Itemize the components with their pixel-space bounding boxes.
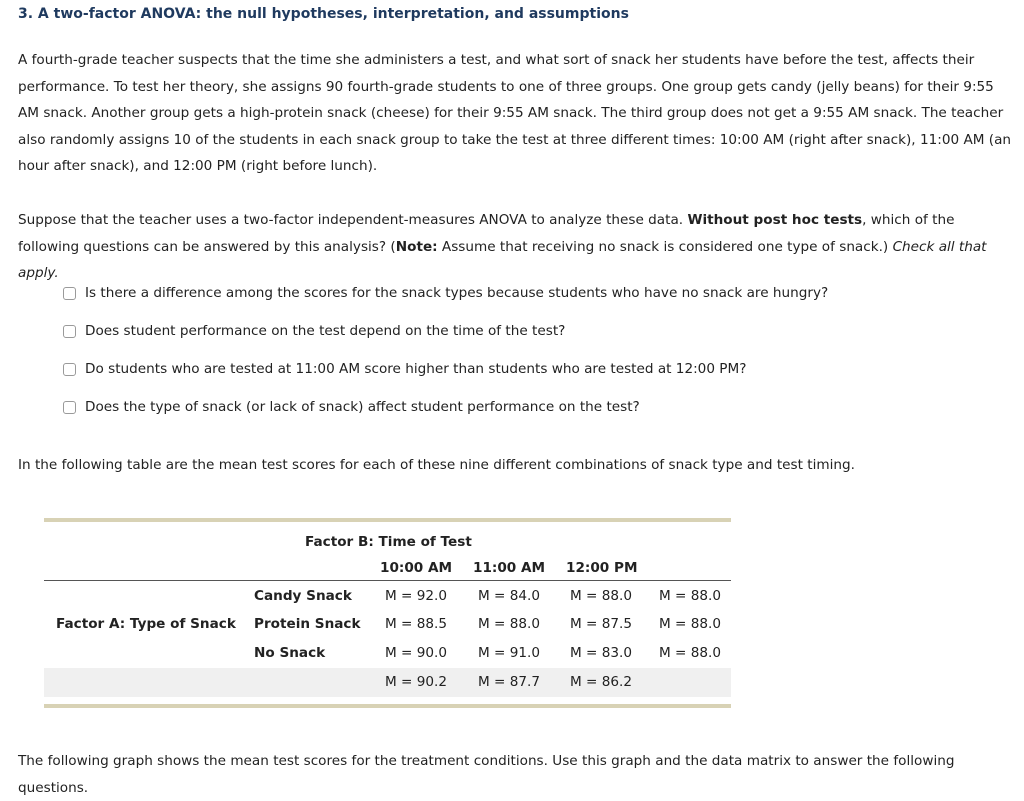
answer-option[interactable] [63, 356, 828, 394]
intro-paragraph: A fourth-grade teacher suspects that the time she administers a test, and what sort of snack her students have before the test, affects their performance. To test her theory, she assigns 90 fourth-grade students to one of three groups. One group gets candy (jelly beans) for their 9:55 AM snack. Another group gets a high-protein snack (cheese) for their 9:55 AM snack. The third group does not get a 9:55 AM snack. The teacher also randomly assigns 10 of the students in each snack group to take the test at three different times: 10:00 AM (right after snack), 11:00 AM (an hour after snack), and 12:00 PM (right before lunch). [18, 52, 1012, 174]
table-cell: M = 91.0 [478, 645, 541, 661]
row-mean: M = 88.0 [659, 588, 722, 604]
table-cell: M = 84.0 [478, 588, 541, 604]
column-mean: M = 90.2 [385, 674, 448, 690]
table-cell: M = 90.0 [385, 645, 448, 661]
answer-option[interactable] [63, 280, 828, 318]
page-title: 3. A two-factor ANOVA: the null hypotheses, interpretation, and assumptions [18, 6, 629, 22]
checkbox[interactable] [63, 363, 76, 376]
graph-intro: The following graph shows the mean test scores for the treatment conditions. Use this graph and the data matrix to answer the following questions. [18, 753, 955, 796]
row-label: No Snack [254, 645, 326, 661]
checkbox[interactable] [63, 401, 76, 414]
column-header: 10:00 AM [380, 560, 453, 576]
column-mean: M = 87.7 [478, 674, 541, 690]
factor-a-heading: Factor A: Type of Snack [56, 616, 236, 632]
row-label: Candy Snack [254, 588, 352, 604]
table-cell: M = 88.5 [385, 616, 448, 632]
table-bottom-rule [44, 704, 731, 708]
table-cell: M = 87.5 [570, 616, 633, 632]
option-label: Is there a difference among the scores for the snack types because students who have no snack are hungry? [85, 285, 829, 301]
option-label: Do students who are tested at 11:00 AM score higher than students who are tested at 12:00 PM? [85, 361, 747, 377]
table-cell: M = 88.0 [570, 588, 633, 604]
column-mean: M = 86.2 [570, 674, 633, 690]
instruction-text: Check all that apply. [18, 238, 987, 281]
factor-b-heading: Factor B: Time of Test [305, 534, 472, 550]
question-text: Suppose that the teacher uses a two-factor independent-measures ANOVA to analyze these data. [18, 212, 688, 228]
question-text-2: , which of the following questions can be answered by this analysis? ( [18, 212, 955, 255]
answer-options [63, 280, 828, 432]
data-matrix-table [44, 518, 731, 708]
row-mean: M = 88.0 [659, 645, 722, 661]
table-intro: In the following table are the mean test scores for each of these nine different combinations of snack type and test timing. [18, 457, 855, 473]
table-cell: M = 83.0 [570, 645, 633, 661]
answer-option[interactable] [63, 394, 828, 432]
checkbox[interactable] [63, 325, 76, 338]
column-header: 12:00 PM [566, 560, 638, 576]
table-top-rule [44, 518, 731, 522]
question-paragraph [18, 207, 1018, 287]
column-header: 11:00 AM [473, 560, 546, 576]
table-cell: M = 88.0 [478, 616, 541, 632]
row-label: Protein Snack [254, 616, 361, 632]
table-cell: M = 92.0 [385, 588, 448, 604]
option-label: Does the type of snack (or lack of snack) affect student performance on the test? [85, 399, 640, 415]
row-mean: M = 88.0 [659, 616, 722, 632]
question-text-3: Assume that receiving no snack is considered one type of snack.) [437, 238, 893, 255]
emphasis-post-hoc: Without post hoc tests [687, 212, 863, 228]
header-divider [44, 580, 731, 581]
option-label: Does student performance on the test depend on the time of the test? [85, 323, 566, 339]
checkbox[interactable] [63, 287, 76, 300]
note-label: Note: [395, 238, 438, 255]
answer-option[interactable] [63, 318, 828, 356]
